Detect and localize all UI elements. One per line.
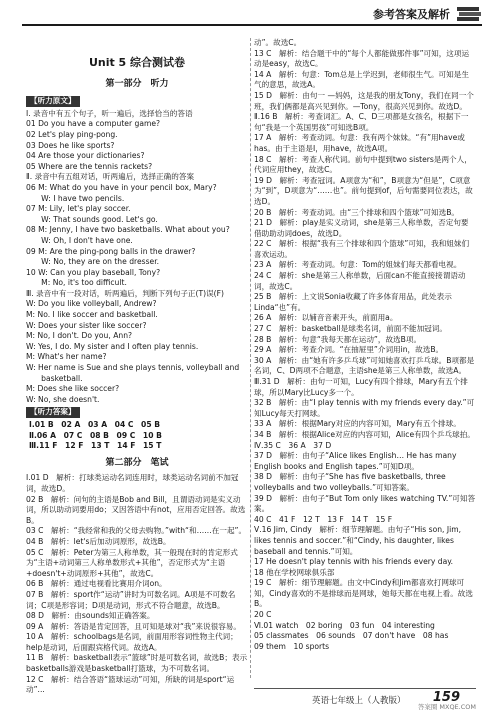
answer-explanation: 20 C xyxy=(254,610,279,620)
answer-explanation: 05 C 解析：Peter为第三人称单数，其一般现在时的肯定形式为“主语+动词第三人称单数形式+其他”，否定形式为“主语+doesn't+动词原形+其他”，故选C。 xyxy=(26,547,238,578)
answer-explanation: 33 A 解析：根据Mary对应的内容可知，Mary有五个排球。 xyxy=(254,419,461,429)
answer-explanation: 18 C 解析：考查人称代词。前句中提到two sisters是两个人，代词应用they，故选C。 xyxy=(254,154,472,175)
footer-rule xyxy=(254,688,476,689)
answer-explanation: 10 A 解析：schoolbags是名词，前面用形容词性物主代词；help是动词，后面跟宾格代词。故选A。 xyxy=(26,632,238,652)
answer-explanation: 04 B 解析：let's后加动词原形，故选B。 xyxy=(26,536,171,546)
part-one-heading: 第一部分 听力 xyxy=(105,78,169,89)
answer-explanation: 39 D 解析：由句子“But Tom only likes watching TV.”可知答案。 xyxy=(254,493,476,514)
answer-explanation: 13 C 解析：结合题干中的“每个人都能做那件事”可知，这项运动是easy，故选C。 xyxy=(254,48,470,69)
answer-explanation: Ⅴ.16 Jim, Cindy 解析：细节理解题。由句子“His son, Jim, likes tennis and soccer.”和“Cindy, his daughter, likes baseball and tennis.”可知。 xyxy=(254,525,462,556)
script-line: 08 M: Jenny, I have two basketballs. What about you? xyxy=(26,225,230,235)
answer-explanation: 07 B 解析：sport作“运动”讲时为可数名词。A项是不可数名词；C项是形容词；D项是动词，形式不符合题意，故选B。 xyxy=(26,589,236,610)
answer-explanation: 40 C 41 F 12 T 13 F 14 T 15 F xyxy=(254,514,393,524)
answer-explanation: 23 A 解析：考查动词。句意：Tom的姐妹们每天都看电视。 xyxy=(254,260,462,270)
part-two-heading: 第二部分 笔试 xyxy=(105,457,169,468)
answer-explanation: 17 He doesn't play tennis with his friends every day. xyxy=(254,557,454,567)
answer-explanation: Ⅵ.01 watch 02 boring 03 fun 04 interesting xyxy=(254,620,435,630)
listening-script-label: 【听力原文】 xyxy=(26,96,80,107)
page-header xyxy=(0,0,500,34)
listening-answers-label: 【听力答案】 xyxy=(26,407,80,418)
answer-explanation: 11 B 解析：basketball表示“篮球”时是可数名词，故选B；表示basketballs游戏是basketball打篮球，为不可数名词。 xyxy=(26,653,248,674)
right-column xyxy=(254,38,476,652)
written-answers xyxy=(26,473,248,695)
answer-key-line: Ⅱ.06 A 07 C 08 B 09 C 10 B xyxy=(29,430,162,440)
footer-book-title: 英语七年级上（人教版） xyxy=(312,696,406,706)
script-line: 02 Let's play ping-pong. xyxy=(26,129,118,139)
answer-explanation: Ⅱ.16 B 解析：考查词汇。A、C、D三项都是女孩名，根据下一句“我是一个英国男孩”可知选B项。 xyxy=(254,112,469,132)
page-number: 159 xyxy=(432,690,460,705)
answer-explanation: 17 A 解析：考查动词。句意：我有两个妹妹。“有”用have或has。由于主语是I，用have，故选A项。 xyxy=(254,133,465,153)
page-title: Unit 5 综合测试卷 xyxy=(88,56,186,69)
book-icon xyxy=(456,4,482,22)
script-line: W: No, she doesn't. xyxy=(26,394,100,404)
answer-explanation: Ⅲ.31 D 解析：由句一可知，Lucy有四个排球，Mary有五个排球，所以Mary比Lucy多一个。 xyxy=(254,377,468,397)
answer-explanation: 37 D 解析：由句子“Alice likes English… He has many English books and English tapes.”可知D项。 xyxy=(254,451,457,471)
script-line: 01 Do you have a computer game? xyxy=(26,119,161,129)
script-line: M: No, I don't. Do you, Ann? xyxy=(26,331,133,341)
script-line: W: That sounds good. Let's go. xyxy=(26,214,158,224)
answer-explanation: 30 A 解析：由“她有许多乒乓球”可知她喜欢打乒乓球。B项都是名词，C、D两项不合题意，主语she是第三人称单数，故选A。 xyxy=(254,355,475,376)
answer-explanation: 25 B 解析：上文说Sonia收藏了许多体育用品，此处表示Linda“也”有。 xyxy=(254,292,452,312)
script-line: Ⅲ. 录音中有一段对话，听两遍后，判断下列句子正(T)误(F) xyxy=(26,288,224,298)
answer-explanation: 05 classmates 06 sounds 07 don't have 08 has xyxy=(254,631,449,641)
script-line: W: Yes, I do. My sister and I often play tennis. xyxy=(26,341,199,351)
answer-explanation: 02 B 解析：问句的主语是Bob and Bill，且谓语动词是实义动词，所以助动词要用do；又因答语中有not，应用否定回答。故选B。 xyxy=(26,494,246,525)
answer-explanation: 08 D 解析：由sounds知正确答案。 xyxy=(26,611,155,621)
answer-explanation: 32 B 解析：由“I play tennis with my friends every day.”可知Lucy每天打网球。 xyxy=(254,398,475,418)
answer-explanation: Ⅳ.35 C 36 A 37 D xyxy=(254,440,332,450)
answer-explanation: 09 them 10 sports xyxy=(254,641,330,651)
left-column xyxy=(26,38,248,696)
answer-explanation: 12 C 解析：结合答语“篮球运动”可知，所缺的词是sport“运动”... xyxy=(26,674,235,695)
answer-explanation: 03 C 解析：“我经常和我的父母去购物。”with“和……在一起”。 xyxy=(26,526,247,536)
watermark: 答案圈 MXQE.COM xyxy=(417,703,476,711)
answer-explanation: 27 C 解析：basketball是球类名词，前面不能加冠词。 xyxy=(254,324,447,334)
answer-explanation: 20 B 解析：考查动词。由“三个排球和四个篮球”可知选B。 xyxy=(254,207,460,217)
column-divider xyxy=(250,38,251,678)
answer-explanation: 19 D 解析：考查冠词。A项意为“和”，B项意为“但是”，C项意为“到”，D项意为“……也”。前句提到of，后句需要同位表达，故选D。 xyxy=(254,175,473,206)
answer-explanation: 29 A 解析：考查介词。“在抽屉里”介词用in，故选B。 xyxy=(254,345,444,355)
script-line: 05 Where are the tennis rackets? xyxy=(26,161,153,171)
header-rule xyxy=(22,24,482,26)
script-line: Ⅱ. 录音中有五组对话，听两遍后，选择正确的答案 xyxy=(26,172,195,182)
answer-explanation: 18 他在学校网球俱乐部 xyxy=(254,567,335,577)
answer-explanation: 14 A 解析：句意：Tom总是上学迟到，老师很生气。可知是生气的意思，故选A。 xyxy=(254,69,469,90)
script-line: 09 M: Are the ping-pong balls in the drawer? xyxy=(26,246,196,256)
answer-explanation: Ⅰ.01 D 解析：打球类运动名词连用时，球类运动名词前不加冠词，故选D。 xyxy=(26,473,239,493)
answer-explanation: 38 D 解析：由句子“She has five basketballs, three volleyballs and two volleyballs.”可知答案。 xyxy=(254,472,446,492)
answer-explanation: 28 B 解析：句意“我每天都在运动”，故选B项。 xyxy=(254,334,422,344)
script-line: basketball. xyxy=(26,373,83,383)
brand-title: 参考答案及解析 xyxy=(373,8,450,21)
script-line: 03 Does he like sports? xyxy=(26,140,115,150)
answer-key-line: Ⅲ.11 F 12 F 13 T 14 F 15 T xyxy=(29,441,162,451)
answer-explanation: 24 C 解析：she是第三人称单数，后面can不能直接接谓语动词，故选C。 xyxy=(254,271,466,291)
answer-explanation: 34 B 解析：根据Alice对应的内容可知，Alice有四个乒乓球拍。 xyxy=(254,429,475,439)
script-line: 07 M: Lily, let's play soccer. xyxy=(26,204,131,214)
answer-explanation: 19 C 解析：细节理解题。由文中Cindy和Jim都喜欢打网球可知，Cindy喜欢的不是排球而是网球，她每天都在电视上看。故选B。 xyxy=(254,578,473,609)
script-line: M: Does she like soccer? xyxy=(26,384,120,394)
script-line: W: Her name is Sue and she plays tennis, volleyball and xyxy=(26,363,240,373)
script-line: W: Do you like volleyball, Andrew? xyxy=(26,299,157,309)
script-line: 06 M: What do you have in your pencil box, Mary? xyxy=(26,182,217,192)
answer-explanation: 动”。故选C。 xyxy=(254,38,302,47)
answer-explanation: 22 C 解析：根据“我有三个排球和四个篮球”可知，我和姐妹们喜欢运动。 xyxy=(254,239,470,259)
answer-explanation: 21 D 解析：play是实义动词，she是第三人称单数，否定句要借助助动词does，故选D。 xyxy=(254,218,469,238)
answer-explanation: 15 D 解析：由句一 —妈妈，这是我的朋友Tony，我们在同一个班，我们俩都是高兴见到你。—Tony，很高兴见到你。故选D。 xyxy=(254,90,474,111)
answer-explanation: 09 A 解析：答语是肯定回答，且可知是球对“我”来说很容易。 xyxy=(26,621,241,631)
script-line: M: No. I like soccer and basketball. xyxy=(26,310,158,320)
answer-explanation: 06 B 解析：通过电视看比赛用介词on。 xyxy=(26,579,167,589)
script-line: W: No, they are on the dresser. xyxy=(26,257,160,267)
script-line: M: What's her name? xyxy=(26,352,107,362)
script-line: 10 W: Can you play baseball, Tony? xyxy=(26,267,161,277)
script-line: W: Oh, I don't have one. xyxy=(26,235,133,245)
script-line: M: No, it's too difficult. xyxy=(26,278,127,288)
script-line: W: Does your sister like soccer? xyxy=(26,320,147,330)
listening-script xyxy=(26,109,248,406)
script-line: Ⅰ. 录音中有五个句子，听一遍后，选择恰当的答语 xyxy=(26,108,193,118)
answer-explanation: 26 A 解析：以辅音音素开头，前面用a。 xyxy=(254,313,398,323)
answer-key-line: Ⅰ.01 B 02 A 03 A 04 C 05 B xyxy=(29,420,161,429)
script-line: 04 Are those your dictionaries? xyxy=(26,151,145,161)
script-line: W: I have two pencils. xyxy=(26,193,125,203)
page-footer xyxy=(254,690,476,710)
